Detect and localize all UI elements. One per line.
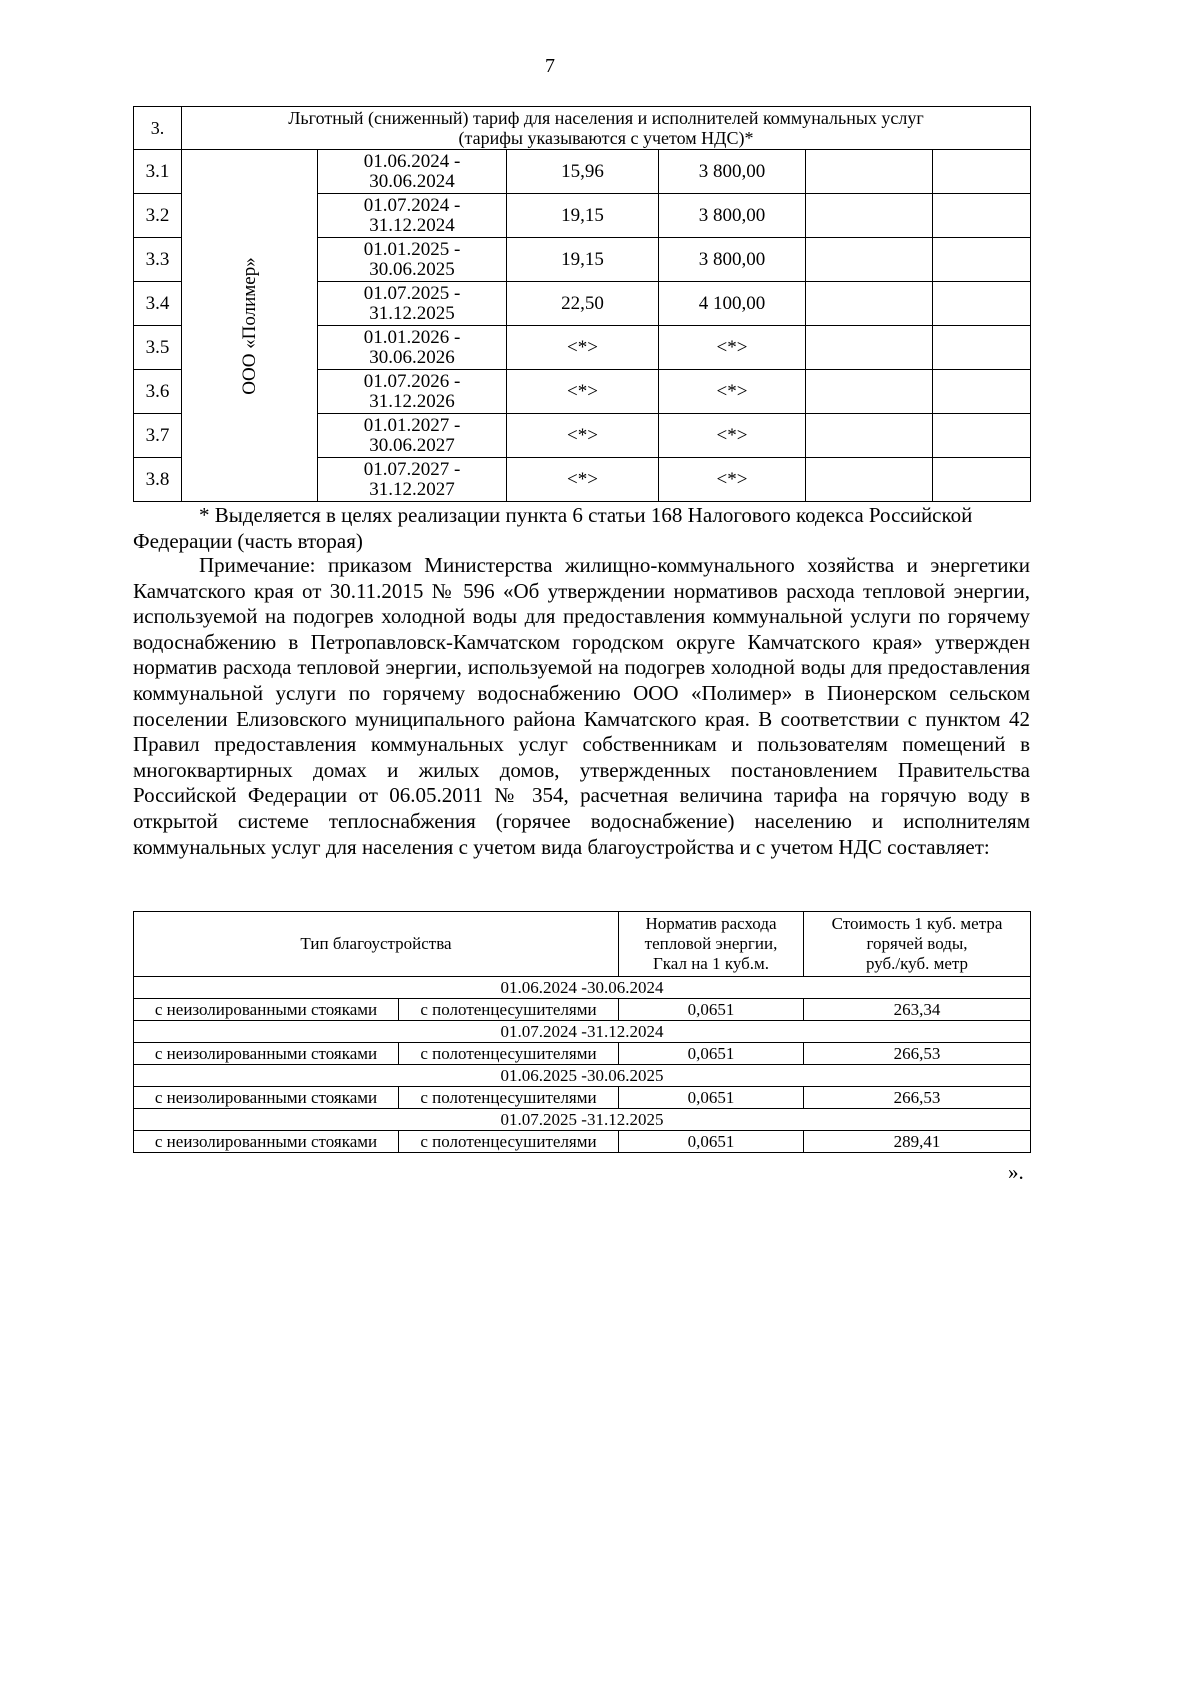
page-number: 7 xyxy=(545,55,555,77)
header-norm: Норматив расхода тепловой энергии, Гкал на 1 куб.м. xyxy=(619,912,804,977)
table-row: 3.6 01.07.2026 - 31.12.2026 <*> <*> xyxy=(134,370,1031,414)
table-row: 3.5 01.01.2026 - 30.06.2026 <*> <*> xyxy=(134,326,1031,370)
table-row: 3.1 ООО «Полимер» 01.06.2024 - 30.06.2024 15,96 3 800,00 xyxy=(134,150,1031,194)
section-number: 3. xyxy=(134,107,182,150)
footnote: * Выделяется в целях реализации пункта 6 статьи 168 Налогового кодекса Российской Федерации (часть вторая) xyxy=(133,503,973,553)
header-type: Тип благоустройства xyxy=(134,912,619,977)
table-row: 3.3 01.01.2025 - 30.06.2025 19,15 3 800,00 xyxy=(134,238,1031,282)
table-row: 3.2 01.07.2024 - 31.12.2024 19,15 3 800,00 xyxy=(134,194,1031,238)
table-row: с неизолированными стояками с полотенцесушителями 0,0651 266,53 xyxy=(134,1087,1031,1109)
table-row: с неизолированными стояками с полотенцесушителями 0,0651 263,34 xyxy=(134,999,1031,1021)
table-row: 3.4 01.07.2025 - 31.12.2025 22,50 4 100,00 xyxy=(134,282,1031,326)
period-row: 01.06.2024 -30.06.2024 xyxy=(134,977,1031,999)
period-row: 01.07.2025 -31.12.2025 xyxy=(134,1109,1031,1131)
note-paragraph: Примечание: приказом Министерства жилищно-коммунального хозяйства и энергетики Камчатского края от 30.11.2015 № 596 «Об утверждении нормативов расхода тепловой энергии, используемой на подогрев холодной воды для предоставления коммунальной услуги по горячему водоснабжению в Петропавловск-Камчатском городском округе Камчатского края» утвержден норматив расхода тепловой энергии, используемой на подогрев холодной воды для предоставления коммунальной услуги по горячему водоснабжению ООО «Полимер» в Пионерском сельском поселении Елизовского муниципального района Камчатского края. В соответствии с пунктом 42 Правил предоставления коммунальных услуг собственникам и пользователям помещений в многоквартирных домах и жилых домов, утвержденных постановлением Правительства Российской Федерации от 06.05.2011 № 354, расчетная величина тарифа на горячую воду в открытой системе теплоснабжения (горячее водоснабжение) населению и исполнителям коммунальных услуг для населения с учетом вида благоустройства и с учетом НДС составляет: xyxy=(133,553,1030,859)
period-row: 01.07.2024 -31.12.2024 xyxy=(134,1021,1031,1043)
organization-cell xyxy=(182,150,318,502)
period-row: 01.06.2025 -30.06.2025 xyxy=(134,1065,1031,1087)
hot-water-cost-table xyxy=(133,911,1031,1153)
table-row: 3.7 01.01.2027 - 30.06.2027 <*> <*> xyxy=(134,414,1031,458)
table-row: с неизолированными стояками с полотенцесушителями 0,0651 289,41 xyxy=(134,1131,1031,1153)
table-row: 3.8 01.07.2027 - 31.12.2027 <*> <*> xyxy=(134,458,1031,502)
table-row: с неизолированными стояками с полотенцесушителями 0,0651 266,53 xyxy=(134,1043,1031,1065)
header-cost: Стоимость 1 куб. метра горячей воды, руб./куб. метр xyxy=(804,912,1031,977)
organization-name: ООО «Полимер» xyxy=(238,256,260,395)
tariff-table xyxy=(133,106,1031,502)
section-title: Льготный (сниженный) тариф для населения и исполнителей коммунальных услуг (тарифы указываются с учетом НДС)* xyxy=(182,107,1031,150)
closing-quote: ». xyxy=(1008,1160,1024,1184)
